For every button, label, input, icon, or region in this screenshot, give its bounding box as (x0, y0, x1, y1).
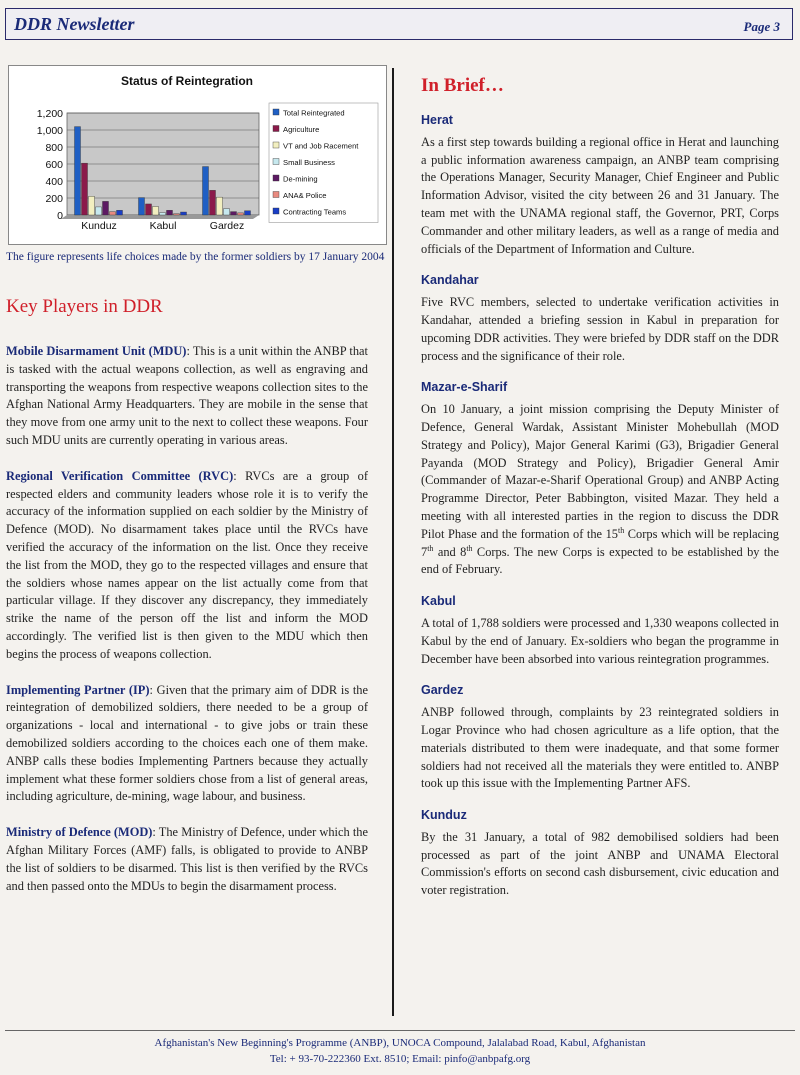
reintegration-chart (8, 65, 387, 245)
chart-svg (9, 66, 386, 244)
plot-floor (61, 215, 259, 219)
key-players-heading: Key Players in DDR (6, 296, 163, 317)
mazar-text-part: and 8 (433, 544, 467, 559)
y-tick-label: 1,000 (36, 125, 63, 137)
mazar-title: Mazar-e-Sharif (421, 380, 508, 395)
chart-legend (269, 103, 378, 223)
legend-swatch (273, 109, 279, 115)
bar (103, 201, 109, 215)
bar (167, 210, 173, 215)
mazar-sup: th (618, 525, 625, 535)
x-tick-label: Kunduz (81, 220, 117, 232)
gardez-text: ANBP followed through, complaints by 23 reintegrated soldiers in Logar Province who had chosen agriculture as a life option, that the materials distributed to them were inadequate, and that some former soldiers had not received all the materials they were entitled to. ANBP took up this issue with the Implementing Partner AFS. (421, 705, 779, 791)
y-tick-label: 400 (45, 176, 63, 188)
footer-address: Afghanistan's New Beginning's Programme (ANBP), UNOCA Compound, Jalalabad Road, Kabul, Afghanistan (154, 1037, 646, 1049)
legend-swatch (273, 192, 279, 198)
legend-label: De-mining (283, 174, 318, 184)
footer-rule (5, 1030, 795, 1031)
kabul-title: Kabul (421, 594, 456, 609)
mazar-text (421, 401, 779, 579)
rvc-term: Regional Verification Committee (RVC) (6, 468, 234, 483)
legend-label: VT and Job Racement (283, 141, 359, 151)
legend-swatch (273, 159, 279, 165)
bar (238, 213, 244, 215)
rvc-text: : RVCs are a group of respected elders and community leaders whose role it is to verify the accuracy of the information supplied on each soldier by the Ministry of Defence (MOD). No disarmament takes place until the RVCs have verified the accuracy of the information on the list. Once they receive the list from the MOD, they go to the respected villages and ensure that the soldiers whose names appear on the list actually come from that particular village. If they discover any discrepancy, they immediately strike the name of the person off the list and inform the MOD accordingly. The verified list is then given to the MDU which then begins the process of weapons collection. (6, 468, 368, 661)
footer-contact: Tel: + 93-70-222360 Ext. 8510; Email: pinfo@anbpafg.org (269, 1053, 531, 1065)
mdu-term: Mobile Disarmament Unit (MDU) (6, 344, 187, 358)
y-tick-label: 1,200 (36, 108, 63, 120)
legend-swatch (273, 142, 279, 148)
kunduz-text: By the 31 January, a total of 982 demobilised soldiers had been processed as part of the joint ANBP and UNAMA Electoral Commission's efforts on second cash disbursement, civic education and voter registration. (421, 829, 779, 898)
legend-label: Agriculture (283, 125, 320, 134)
bar (224, 209, 230, 215)
bar (146, 204, 152, 215)
ip-paragraph (6, 682, 368, 807)
bar (160, 213, 166, 215)
y-tick-label: 200 (45, 193, 63, 205)
legend-label: Contracting Teams (283, 207, 347, 217)
mazar-section (421, 379, 779, 579)
newsletter-title: DDR Newsletter (14, 14, 135, 34)
mazar-sup: th (427, 543, 434, 553)
ip-term: Implementing Partner (IP) (6, 682, 150, 697)
gardez-section (421, 682, 779, 793)
bar (75, 127, 81, 215)
legend-swatch (273, 126, 279, 132)
page-number: Page 3 (743, 19, 780, 34)
bar (96, 207, 102, 215)
y-tick-label: 800 (45, 142, 63, 154)
newsletter-header (5, 8, 793, 40)
y-tick-label: 0 (57, 210, 63, 222)
chart-caption: The figure represents life choices made by the former soldiers by 17 January 2004 (6, 251, 385, 263)
bar (181, 212, 187, 215)
bar (203, 167, 209, 215)
herat-title: Herat (421, 113, 453, 127)
herat-text: As a first step towards building a regional office in Herat and launching a public information awareness campaign, an ANBP team comprising the Operations Manager, Security Manager, Chief Engineer and Public Information Advisor, visited the city between 26 and 31 January. The team met with the UNAMA regional staff, the Governor, PRT, Corps Commander and other military leaders, as well as a range of media and officials of the Department of Information and Culture. (421, 134, 779, 256)
ip-text: : Given that the primary aim of DDR is the reintegration of demobilized soldiers, there needed to be a group of organizations - local and international - to give jobs or train these demobilized soldiers according to the choices each one of them make. ANBP calls these bodies Implementing Partners because they actually implement what these former soldiers chose from a list of general areas, including agriculture, de-mining, wage labour, and business. (6, 682, 368, 804)
mdu-paragraph (6, 343, 368, 450)
x-tick-label: Gardez (209, 220, 245, 232)
bar (117, 210, 123, 215)
mod-term: Ministry of Defence (MOD) (6, 825, 153, 840)
rvc-paragraph (6, 468, 368, 664)
kandahar-section (421, 272, 779, 365)
kabul-section (421, 593, 779, 668)
mod-paragraph (6, 824, 368, 895)
bar (217, 197, 223, 215)
legend-swatch (273, 175, 279, 181)
bar (153, 207, 159, 216)
bar (82, 163, 88, 215)
bar (174, 214, 180, 215)
mod-text: : The Ministry of Defence, under which the Afghan Military Forces (AMF) falls, is obligated to provide to ANBP the list of soldiers to be disarmed. This list is then verified by the RVCs and then passed onto the MDUs to begin the disarmament process. (6, 825, 368, 893)
kunduz-title: Kunduz (421, 808, 467, 823)
y-tick-label: 600 (45, 159, 63, 171)
legend-label: Small Business (283, 158, 335, 167)
bar (110, 212, 116, 215)
kandahar-title: Kandahar (421, 273, 479, 288)
legend-label: Total Reintegrated (283, 108, 345, 118)
herat-section (421, 112, 779, 258)
bar (231, 212, 237, 215)
mazar-sup: th (466, 543, 473, 553)
bar (245, 211, 251, 215)
column-divider (392, 68, 394, 1016)
mazar-text-part: Corps. The new Corps is expected to be established by the end of February. (421, 544, 780, 577)
chart-title: Status of Reintegration (120, 74, 254, 88)
chart-plot (37, 108, 259, 232)
kunduz-section (421, 807, 779, 900)
x-tick-label: Kabul (149, 220, 177, 232)
bar (89, 196, 95, 215)
gardez-title: Gardez (421, 683, 464, 698)
kabul-text: A total of 1,788 soldiers were processed and 1,330 weapons collected in Kabul by the end of January. Ex-soldiers who began the programme in December have been absorbed into various reintegration programmes. (421, 615, 779, 666)
left-column (6, 343, 368, 913)
mdu-text: : This is a unit within the ANBP that is tasked with the actual weapons collection, as well as engraving and transporting the weapons from respective weapons collection sites to the Afghan National Army Headquarters. They are mobile in the sense that they move from one army unit to the next to collect these weapons. Four such MDU units are currently operating in various areas. (6, 344, 369, 447)
mazar-text-part: On 10 January, a joint mission comprising the Deputy Minister of Defence, General Wardak, Assistant Minister Mohebullah (MOD Strategy and Policy), Major General Karimi (G3), Brigadier General Payanda (MOD Strategy and Policy), Brigadier General Amir (Commander of Mazar-e-Sharif Operational Group) and ANBP Acting Programme Director, Peter Babbington, visited Mazar. They held a meeting with all interested parties in the region to discuss the DDR Pilot Phase and the formation of the 15 (421, 402, 779, 541)
legend-label: ANA& Police (283, 191, 327, 200)
right-column (421, 112, 779, 914)
kandahar-text: Five RVC members, selected to undertake verification activities in Kandahar, attended a briefing session in Kabul in preparation for upcoming DDR activities. They were briefed by DDR staff on the DDR process and the significance of their role. (421, 295, 779, 363)
bar (139, 198, 145, 215)
mazar-text-part: Corps which will be replacing 7 (421, 526, 779, 559)
in-brief-heading: In Brief… (421, 75, 504, 96)
legend-swatch (273, 208, 279, 214)
bar (210, 190, 216, 215)
